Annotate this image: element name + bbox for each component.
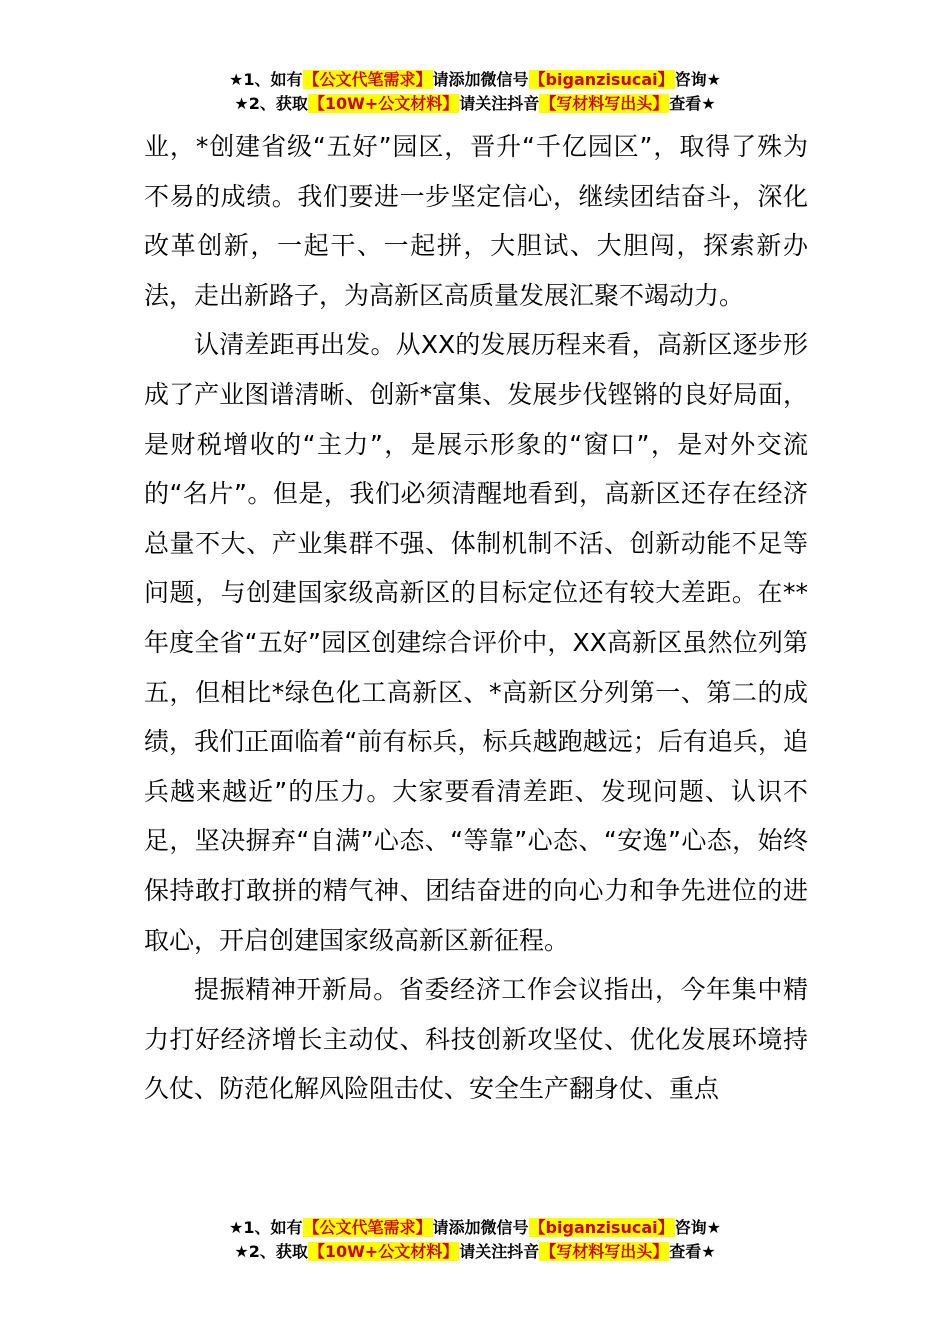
banner-text: ★1、如有 [229, 1218, 303, 1237]
banner-text: 请关注抖音 [459, 94, 540, 113]
banner-text: ★2、获取 [234, 1242, 308, 1261]
banner-highlight: 【biganzisucai】 [529, 1218, 674, 1237]
paragraph-2: 认清差距再出发。从XX的发展历程来看，高新区逐步形成了产业图谱清晰、创新*富集、发展步伐铿锵的良好局面，是财税增收的“主力”，是展示形象的“窗口”，是对外交流的“名片”。但是，我们必须清醒地看到，高新区还存在经济总量不大、产业集群不强、体制机制不活、创新动能不足等问题，与创建国家级高新区的目标定位还有较大差距。在**年度全省“五好”园区创建综合评价中，XX高新区虽然位列第五，但相比*绿色化工高新区、*高新区分列第一、第二的成绩，我们正面临着“前有标兵，标兵越跑越远；后有追兵，追兵越来越近”的压力。大家要看清差距、发现问题、认识不足，坚决摒弃“自满”心态、“等靠”心态、“安逸”心态，始终保持敢打敢拼的精气神、团结奋进的向心力和争先进位的进取心，开启创建国家级高新区新征程。 [144, 330, 808, 955]
banner-text: 咨询★ [674, 70, 721, 89]
banner-text: 请添加微信号 [432, 1218, 529, 1237]
banner-highlight: 【10W+公文材料】 [308, 94, 459, 113]
banner-line-1 [0, 1216, 950, 1240]
banner-line-2 [0, 92, 950, 116]
banner-highlight: 【公文代笔需求】 [303, 70, 432, 89]
banner-highlight: 【写材料写出头】 [540, 1242, 669, 1261]
paragraph-1: 业，*创建省级“五好”园区，晋升“千亿园区”，取得了殊为不易的成绩。我们要进一步坚定信心，继续团结奋斗，深化改革创新，一起干、一起拼，大胆试、大胆闯，探索新办法，走出新路子，为高新区高质量发展汇聚不竭动力。 [144, 132, 808, 310]
banner-text: ★1、如有 [229, 70, 303, 89]
banner-highlight: 【写材料写出头】 [540, 94, 669, 113]
banner-highlight: 【公文代笔需求】 [303, 1218, 432, 1237]
paragraph-3: 提振精神开新局。省委经济工作会议指出，今年集中精力打好经济增长主动仗、科技创新攻坚仗、优化发展环境持久仗、防范化解风险阻击仗、安全生产翻身仗、重点 [144, 975, 808, 1104]
banner-text: ★2、获取 [234, 94, 308, 113]
banner-highlight: 【10W+公文材料】 [308, 1242, 459, 1261]
document-body [144, 122, 808, 1114]
header-banner [0, 68, 950, 116]
banner-line-2 [0, 1240, 950, 1264]
banner-text: 查看★ [669, 1242, 716, 1261]
banner-text: 查看★ [669, 94, 716, 113]
banner-text: 请关注抖音 [459, 1242, 540, 1261]
banner-text: 咨询★ [674, 1218, 721, 1237]
banner-highlight: 【biganzisucai】 [529, 70, 674, 89]
banner-line-1 [0, 68, 950, 92]
banner-text: 请添加微信号 [432, 70, 529, 89]
footer-banner [0, 1216, 950, 1264]
